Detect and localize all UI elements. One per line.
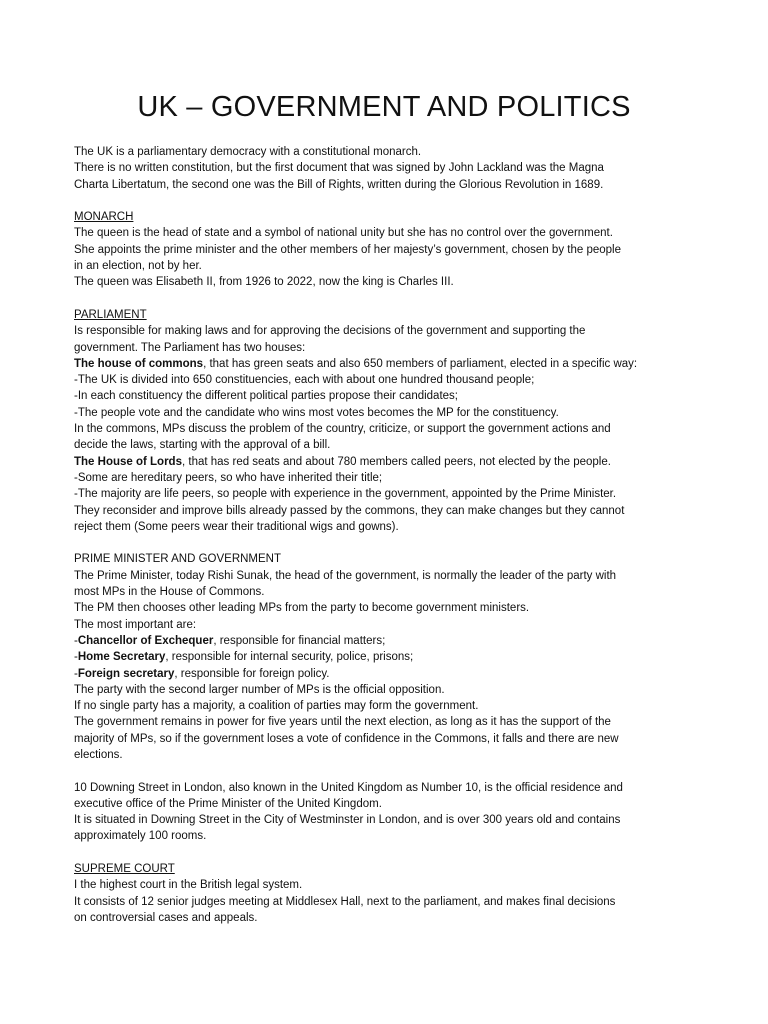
minister-line [74, 633, 694, 649]
lords-line [74, 454, 694, 470]
downing-line: 10 Downing Street in London, also known in the United Kingdom as Number 10, is the official residence and [74, 781, 623, 794]
parliament-line: Is responsible for making laws and for approving the decisions of the government and supporting the [74, 325, 586, 338]
downing-line: It is situated in Downing Street in the City of Westminster in London, and is over 300 years old and contains [74, 814, 621, 827]
court-line: I the highest court in the British legal system. [74, 879, 303, 892]
lords-line: They reconsider and improve bills already passed by the commons, they can make changes but they cannot [74, 504, 625, 517]
section-heading-monarch: MONARCH [74, 211, 134, 224]
minister-term: Chancellor of Exchequer [77, 634, 214, 647]
section-heading-court: SUPREME COURT [74, 863, 175, 876]
monarch-line: in an election, not by her. [74, 260, 202, 273]
pm-line: The party with the second larger number of MPs is the official opposition. [74, 683, 445, 696]
lords-term: The House of Lords [74, 455, 182, 468]
downing-line: executive office of the Prime Minister of the United Kingdom. [74, 797, 382, 810]
minister-rest: , responsible for internal security, police, prisons; [165, 651, 414, 664]
commons-line: In the commons, MPs discuss the problem of the country, criticize, or support the government actions and [74, 423, 611, 436]
minister-prefix: - [74, 651, 78, 664]
lords-line: -Some are hereditary peers, so who have inherited their title; [74, 471, 383, 484]
minister-line [74, 649, 694, 665]
minister-prefix: - [74, 634, 78, 647]
minister-rest: , responsible for financial matters; [213, 634, 386, 647]
monarch-line: The queen was Elisabeth II, from 1926 to 2022, now the king is Charles III. [74, 276, 454, 289]
lords-rest: , that has red seats and about 780 members called peers, not elected by the people. [181, 455, 611, 468]
commons-line: -The UK is divided into 650 constituencies, each with about one hundred thousand people; [74, 374, 535, 387]
intro-line: Charta Libertatum, the second one was the Bill of Rights, written during the Glorious Revolution in 1689. [74, 178, 604, 191]
commons-rest: , that has green seats and also 650 members of parliament, elected in a specific way: [203, 357, 638, 370]
minister-line [74, 666, 694, 682]
commons-line [74, 356, 694, 372]
downing-line: approximately 100 rooms. [74, 830, 207, 843]
pm-line: The Prime Minister, today Rishi Sunak, the head of the government, is normally the leader of the party with [74, 569, 617, 582]
parliament-line: government. The Parliament has two houses: [74, 341, 306, 354]
commons-line: -In each constituency the different political parties propose their candidates; [74, 390, 458, 403]
monarch-line: The queen is the head of state and a symbol of national unity but she has no control over the government. [74, 227, 613, 240]
lords-line: reject them (Some peers wear their traditional wigs and gowns). [74, 520, 399, 533]
monarch-line: She appoints the prime minister and the other members of her majesty’s government, chosen by the people [74, 243, 621, 256]
lords-line: -The majority are life peers, so people with experience in the government, appointed by the Prime Minister. [74, 488, 617, 501]
commons-line: decide the laws, starting with the approval of a bill. [74, 439, 331, 452]
commons-line: -The people vote and the candidate who wins most votes becomes the MP for the constituency. [74, 406, 559, 419]
court-line: It consists of 12 senior judges meeting at Middlesex Hall, next to the parliament, and makes final decisions [74, 895, 616, 908]
pm-line: The PM then chooses other leading MPs from the party to become government ministers. [74, 602, 530, 615]
section-heading-pm: PRIME MINISTER AND GOVERNMENT [74, 553, 282, 566]
minister-term: Home Secretary [77, 651, 166, 664]
pm-line: elections. [74, 748, 123, 761]
pm-line: most MPs in the House of Commons. [74, 586, 265, 599]
pm-line: The government remains in power for five years until the next election, as long as it has the support of the [74, 716, 611, 729]
court-line: on controversial cases and appeals. [74, 911, 258, 924]
pm-line: majority of MPs, so if the government loses a vote of confidence in the Commons, it falls and there are new [74, 732, 619, 745]
minister-prefix: - [74, 667, 78, 680]
commons-term: The house of commons [74, 357, 204, 370]
section-heading-parliament: PARLIAMENT [74, 308, 147, 321]
document-body [74, 144, 694, 926]
pm-line: The most important are: [74, 618, 197, 631]
pm-line: If no single party has a majority, a coalition of parties may form the government. [74, 700, 479, 713]
intro-line: The UK is a parliamentary democracy with a constitutional monarch. [74, 146, 422, 158]
page-title: UK – GOVERNMENT AND POLITICS [137, 91, 631, 123]
intro-line: There is no written constitution, but the first document that was signed by John Lackland was the Magna [74, 162, 604, 175]
minister-rest: , responsible for foreign policy. [174, 667, 330, 680]
minister-term: Foreign secretary [77, 667, 175, 680]
